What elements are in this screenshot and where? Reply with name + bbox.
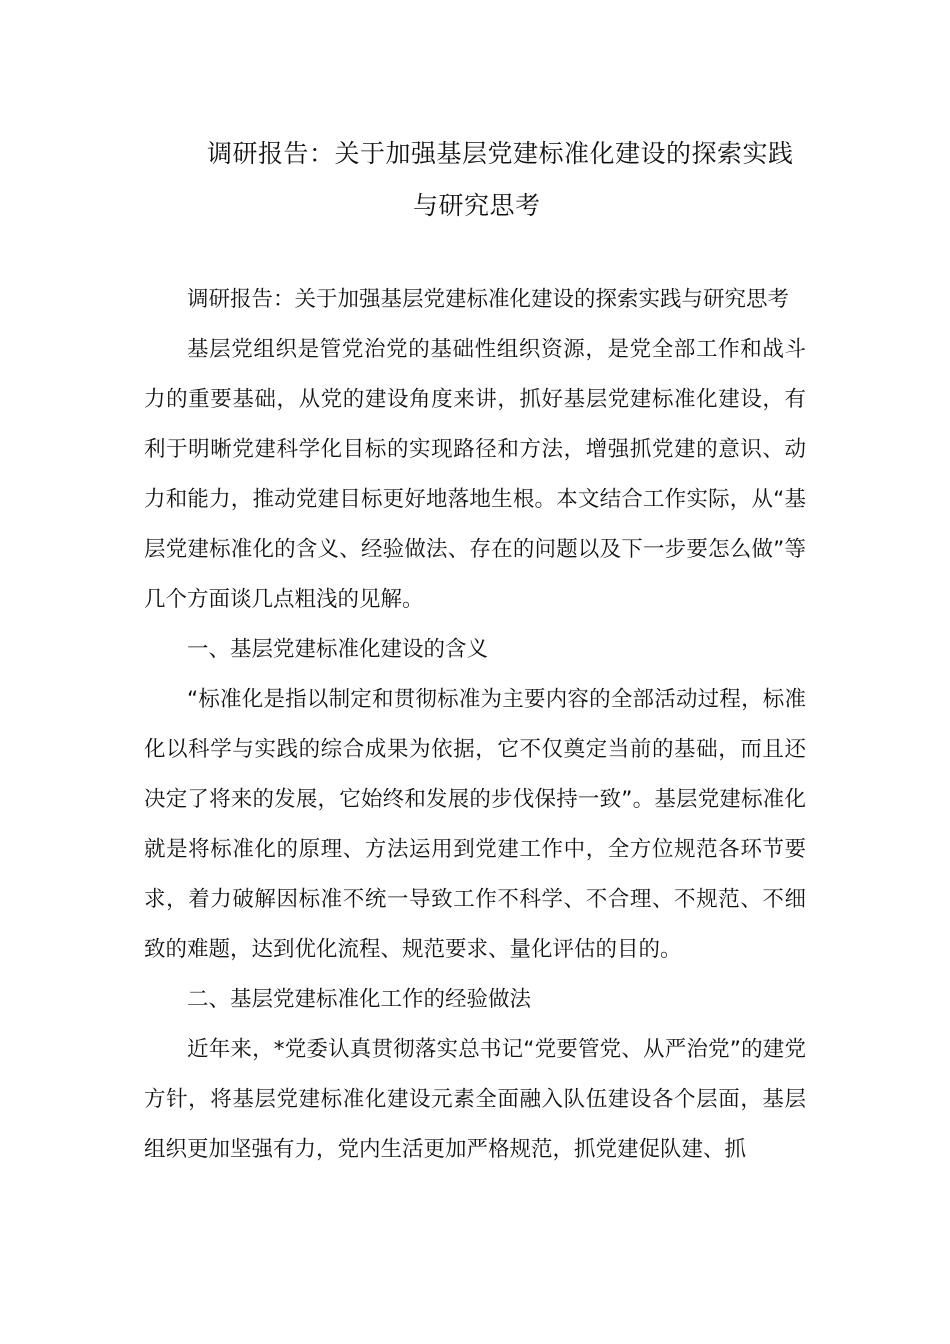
paragraph-experience: 近年来，*党委认真贯彻落实总书记“党要管党、从严治党”的建党方针，将基层党建标准化建设元素全面融入队伍建设各个层面，基层组织更加坚强有力，党内生活更加严格规范，抓党建促队建、抓 [144,1037,806,1162]
section-heading-1: 一、基层党建标准化建设的含义 [187,637,489,662]
document-title [0,128,950,232]
section-heading-2: 二、基层党建标准化工作的经验做法 [187,987,532,1012]
paragraph-subtitle: 调研报告：关于加强基层党建标准化建设的探索实践与研究思考 [187,287,790,312]
paragraph-definition: “标准化是指以制定和贯彻标准为主要内容的全部活动过程，标准化以科学与实践的综合成果为依据，它不仅奠定当前的基础，而且还决定了将来的发展，它始终和发展的步伐保持一致”。基层党建标准化就是将标准化的原理、方法运用到党建工作中，全方位规范各环节要求，着力破解因标准不统一导致工作不科学、不合理、不规范、不细致的难题，达到优化流程、规范要求、量化评估的目的。 [144,687,806,962]
title-line-2: 与研究思考 [413,191,541,220]
title-line-1: 调研报告：关于加强基层党建标准化建设的探索实践 [207,139,794,168]
paragraph-intro: 基层党组织是管党治党的基础性组织资源，是党全部工作和战斗力的重要基础，从党的建设角度来讲，抓好基层党建标准化建设，有利于明晰党建科学化目标的实现路径和方法，增强抓党建的意识、动力和能力，推动党建目标更好地落地生根。本文结合工作实际，从“基层党建标准化的含义、经验做法、存在的问题以及下一步要怎么做”等几个方面谈几点粗浅的见解。 [144,337,806,612]
document-body [144,275,806,1175]
